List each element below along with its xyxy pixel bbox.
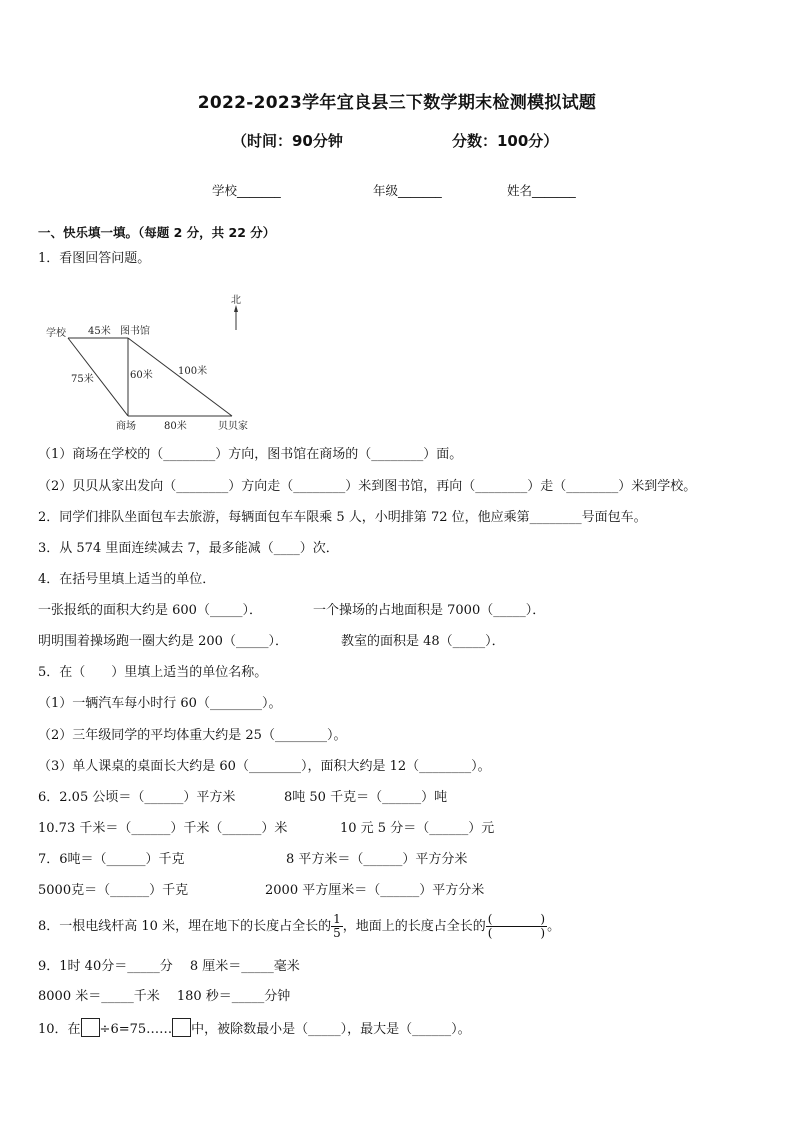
question-8-text-a: 8．一根电线杆高 10 米，埋在地下的长度占全长的 bbox=[38, 919, 332, 934]
question-7-d: 2000 平方厘米＝（______）平方分米 bbox=[265, 883, 485, 898]
question-8-text-b: ，地面上的长度占全长的 bbox=[342, 919, 486, 934]
route-map-diagram bbox=[38, 290, 298, 440]
name-field[interactable]: 姓名_______ bbox=[507, 183, 576, 198]
answer-box-remainder[interactable] bbox=[172, 1018, 191, 1037]
distance-library-home: 100米 bbox=[178, 366, 208, 377]
question-1-1: （1）商场在学校的（________）方向，图书馆在商场的（________）面。 bbox=[38, 447, 463, 462]
question-4-a: 一张报纸的面积大约是 600（_____）． bbox=[38, 603, 262, 618]
distance-mall-home: 80米 bbox=[164, 421, 187, 432]
library-label: 图书馆 bbox=[120, 326, 150, 337]
distance-school-library: 45米 bbox=[88, 326, 111, 337]
home-label: 贝贝家 bbox=[218, 421, 248, 432]
page-title: 2022-2023学年宜良县三下数学期末检测模拟试题 bbox=[197, 93, 597, 113]
question-10-text-c: 中，被除数最小是（_____），最大是（______）。 bbox=[191, 1022, 471, 1037]
answer-box-dividend[interactable] bbox=[81, 1018, 100, 1037]
school-field[interactable]: 学校_______ bbox=[212, 183, 281, 198]
question-1: 1．看图回答问题。 bbox=[38, 251, 151, 266]
question-8 bbox=[38, 913, 560, 940]
question-2: 2．同学们排队坐面包车去旅游，每辆面包车车限乘 5 人，小明排第 72 位，他应乘第________号面包车。 bbox=[38, 510, 647, 525]
question-1-2: （2）贝贝从家出发向（________）方向走（________）米到图书馆，再向（________）走（________）米到学校。 bbox=[38, 479, 697, 494]
north-label: 北 bbox=[231, 295, 241, 306]
question-10 bbox=[38, 1018, 471, 1039]
distance-school-mall: 75米 bbox=[71, 374, 94, 385]
question-7-a: 7．6吨＝（______）千克 bbox=[38, 852, 185, 867]
answer-fraction[interactable]: $\frac{( )}{( )}$ bbox=[487, 912, 546, 940]
exam-time: （时间：90分钟 bbox=[232, 132, 343, 150]
distance-library-mall: 60米 bbox=[130, 370, 153, 381]
question-9-a: 9．1时 40分＝_____分 8 厘米＝_____毫米 bbox=[38, 959, 300, 974]
north-arrowhead-icon bbox=[234, 305, 238, 312]
question-6-d: 10 元 5 分＝（______）元 bbox=[340, 821, 495, 836]
grade-field[interactable]: 年级_______ bbox=[373, 183, 442, 198]
question-4: 4．在括号里填上适当的单位． bbox=[38, 572, 216, 587]
question-7-b: 8 平方米＝（______）平方分米 bbox=[286, 852, 468, 867]
question-4-d: 教室的面积是 48（_____）． bbox=[341, 634, 505, 649]
question-5: 5．在（ ）里填上适当的单位名称。 bbox=[38, 665, 268, 680]
question-5-3: （3）单人课桌的桌面长大约是 60（________），面积大约是 12（________）。 bbox=[38, 759, 491, 774]
question-6-a: 6．2.05 公顷＝（______）平方米 bbox=[38, 790, 236, 805]
exam-score: 分数：100分） bbox=[452, 132, 559, 150]
question-6-c: 10.73 千米＝（______）千米（______）米 bbox=[38, 821, 288, 836]
question-9-b: 8000 米＝_____千米 180 秒＝_____分钟 bbox=[38, 989, 291, 1004]
mall-label: 商场 bbox=[116, 421, 136, 432]
fraction-one-fifth: $\frac{1}{5}$ bbox=[333, 912, 341, 940]
question-10-text-b: ÷6=75…… bbox=[99, 1022, 173, 1037]
question-5-1: （1）一辆汽车每小时行 60（________）。 bbox=[38, 696, 282, 711]
question-5-2: （2）三年级同学的平均体重大约是 25（________）。 bbox=[38, 728, 347, 743]
question-10-text-a: 10．在 bbox=[38, 1022, 81, 1037]
question-3: 3．从 574 里面连续减去 7，最多能减（____）次． bbox=[38, 541, 339, 556]
school-label: 学校 bbox=[46, 328, 66, 339]
question-8-end: 。 bbox=[547, 919, 561, 934]
question-4-c: 明明围着操场跑一圈大约是 200（_____）． bbox=[38, 634, 288, 649]
question-6-b: 8吨 50 千克＝（______）吨 bbox=[284, 790, 448, 805]
section-heading: 一、快乐填一填。（每题 2 分，共 22 分） bbox=[38, 225, 276, 240]
question-7-c: 5000克＝（______）千克 bbox=[38, 883, 189, 898]
question-4-b: 一个操场的占地面积是 7000（_____）． bbox=[313, 603, 546, 618]
